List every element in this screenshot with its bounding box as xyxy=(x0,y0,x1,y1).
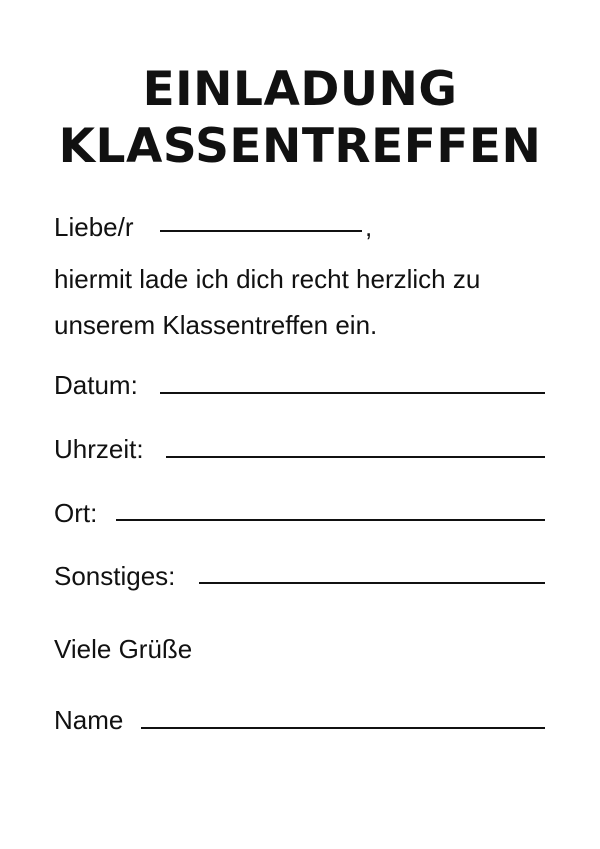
intro-line-2: unserem Klassentreffen ein. xyxy=(54,310,378,340)
misc-label: Sonstiges: xyxy=(54,561,176,591)
greeting-comma: , xyxy=(365,212,373,242)
time-field[interactable] xyxy=(166,456,545,458)
time-label: Uhrzeit: xyxy=(54,434,144,464)
date-label: Datum: xyxy=(54,370,138,400)
signature-name-field[interactable] xyxy=(141,727,545,729)
title-line-1: EINLADUNG xyxy=(142,62,458,117)
date-field[interactable] xyxy=(160,392,545,394)
intro-line-1: hiermit lade ich dich recht herzlich zu xyxy=(54,264,481,294)
name-label: Name xyxy=(54,705,124,735)
misc-field[interactable] xyxy=(199,582,545,584)
closing-text: Viele Grüße xyxy=(54,634,193,664)
place-label: Ort: xyxy=(54,498,98,528)
place-field[interactable] xyxy=(116,519,545,521)
title-line-2: KLASSENTREFFEN xyxy=(58,119,542,174)
greeting-name-field[interactable] xyxy=(160,230,362,232)
greeting-label: Liebe/r xyxy=(54,212,134,242)
